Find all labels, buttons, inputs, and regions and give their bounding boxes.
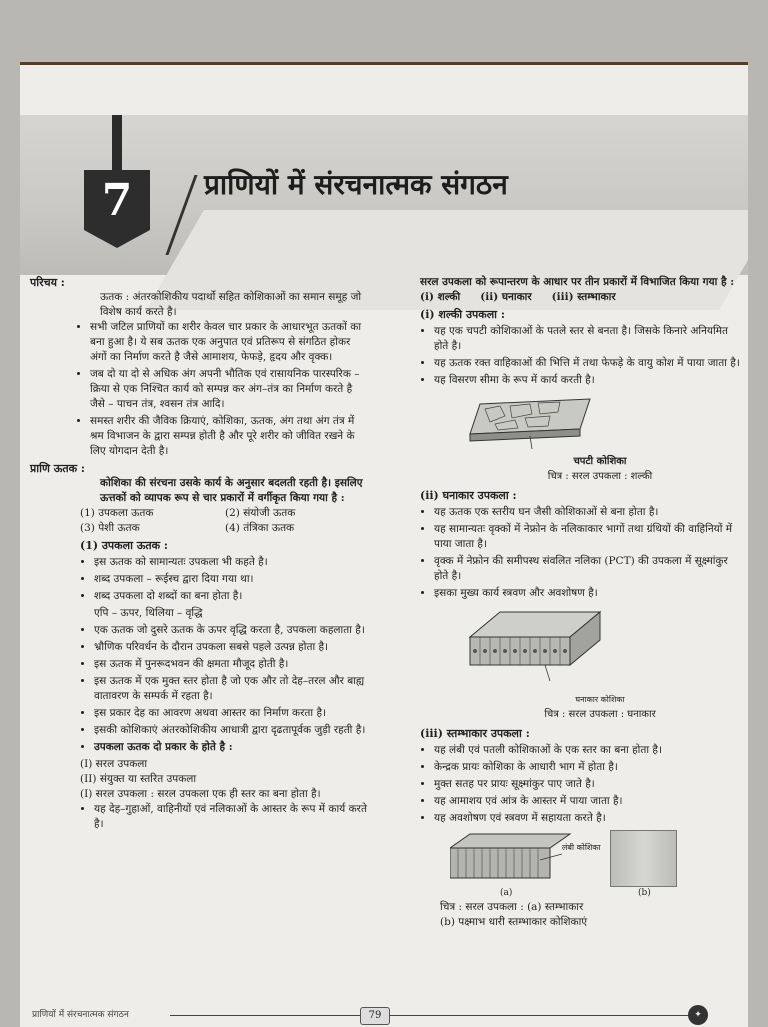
chapter-number: 7 [101,175,133,226]
figure-label: चपटी कोशिका [573,456,627,467]
figure-label: घनाकार कोशिका [575,695,625,704]
chapter-badge-tip [84,230,150,248]
cuboidal-figure [460,607,740,722]
list-item: • यह सामान्यतः वृक्कों में नेफ्रोन के नलिकाकार भागों तथा ग्रंथियों की वाहिनियों में पाया जाता है। [434,522,740,552]
epithelium-heading: (1) उपकला ऊतक : [80,539,168,552]
tissue-text: कोशिका की संरचना उसके कार्य के अनुसार बदलती रहती है। इसलिए ऊत्तकों को व्यापक रूप से चार प्रकारों में वर्गीकृत किया गया है : [100,477,363,504]
list-item: • भ्रौणिक परिवर्धन के दौरान उपकला सबसे पहले उत्पन्न होता है। [94,640,370,655]
columnar-heading: (iii) स्तम्भाकार उपकला : [420,727,530,740]
tissue-type: (1) उपकला ऊतक [80,507,154,519]
list-item: • इस प्रकार देह का आवरण अथवा आस्तर का निर्माण करता है। [94,706,370,721]
kind: (iii) स्तम्भाकार [551,291,616,303]
squamous-figure [460,394,740,484]
list-item: • सभी जटिल प्राणियों का शरीर केवल चार प्रकार के आधारभूत ऊतकों का बना हुआ है। ये सब ऊतक एक अनुपात एवं प्रतिरूप से संगठित होकर अंगों का निर्माण करते है जैसे आमाशय, फेफड़े, हृदय और वृक्क। [90,320,370,365]
list-item: • समस्त शरीर की जैविक क्रियाएं, कोशिका, ऊतक, अंग तथा अंग तंत्र में श्रम विभाजन के द्वारा सम्पन्न होती है और पूरे शरीर को जीवित रखने के लिए योगदान देती है। [90,414,370,459]
intro-heading: परिचय : [30,276,65,289]
list-item: • यह ऊतक रक्त वाहिकाओं की भित्ति में तथा फेफड़े के वायु कोश में पाया जाता है। [434,356,740,371]
squamous-heading: (i) शल्की उपकला : [420,308,505,321]
right-intro: सरल उपकला को रूपान्तरण के आधार पर तीन प्रकारों में विभाजित किया गया है : [420,276,735,288]
list-item: • इस ऊतक में एक मुक्त स्तर होता है जो एक और तो देह–तरल और बाह्य वातावरण के सम्पर्क में रहता है। [94,674,370,704]
list-item: • यह देह–गुहाओं, वाहिनीयों एवं नलिकाओं के आस्तर के रूप में कार्य करते है। [94,802,370,832]
simple-definition: (I) सरल उपकला : सरल उपकला एक ही स्तर का बना होता है। [80,788,321,800]
ciliated-photo [610,830,677,887]
list-item: • यह लंबी एवं पतली कोशिकाओं के एक स्तर का बना होता है। [434,743,740,758]
list-item: • इसका मुख्य कार्य स्त्रवण और अवशोषण है। [434,586,740,601]
kind: (ii) घनाकार [480,291,532,303]
tissue-types [30,506,370,536]
list-item: • एक ऊतक जो दुसरे ऊतक के ऊपर वृद्धि करता है, उपकला कहलाता है। [94,623,370,638]
columnar-figure [450,830,740,900]
list-item: • शब्द उपकला दो शब्दों का बना होता है। [94,589,370,604]
list-item: • केन्द्रक प्रायः कोशिका के आधारी भाग में होता है। [434,760,740,775]
subtype: (II) संयुक्त या स्तरित उपकला [80,773,197,785]
squamous-cell-illustration [460,394,600,449]
list-item: • यह ऊतक एक स्तरीय घन जैसी कोशिकाओं से बना होता है। [434,505,740,520]
list-item: • यह एक चपटी कोशिकाओं के पतले स्तर से बनता है। जिसके किनारे अनियमित होते है। [434,324,740,354]
list-item: • इसकी कोशिकाएं अंतरकोशिकीय आधात्री द्वारा दृढतापूर्वक जुड़ी रहती है। [94,723,370,738]
footer-line [170,1015,690,1016]
list-item: • जब दो या दो से अधिक अंग अपनी भौतिक एवं रासायनिक पारस्परिक – क्रिया से एक निश्चित कार्य को सम्पन्न कर अंग–तंत्र का निर्माण करते है जैसे – पाचन तंत्र, श्वसन तंत्र आदि। [90,367,370,412]
columnar-list [420,743,740,826]
tissue-heading: प्राणि ऊतक : [30,462,85,475]
right-column [420,275,740,930]
epithelium-list [30,555,370,755]
figure-label: लंबी कोशिका [562,843,601,852]
list-item: एपि – ऊपर, थिलिया – वृद्धि [94,607,203,619]
page-number: 79 [360,1007,390,1025]
kind: (i) शल्की [420,291,461,303]
intro-definition: ऊतक : अंतरकोशिकीय पदार्थो सहित कोशिकाओं का समान समूह जो विशेष कार्य करते है। [100,291,362,318]
badge-stem [112,115,122,177]
list-item: • इस ऊतक में पुनरूदभवन की क्षमता मौजूद होती है। [94,657,370,672]
columnar-cell-illustration [450,830,580,888]
list-item: • यह आमाशय एवं आंत्र के आस्तर में पाया जाता है। [434,794,740,809]
intro-list [30,320,370,459]
tissue-type: (3) पेशी ऊतक [80,522,140,534]
figure-caption: चित्र : सरल उपकला : (a) स्तम्भाकार [440,901,584,913]
cuboidal-cell-illustration [460,607,610,687]
figure-caption: (b) पक्ष्माभ धारी स्तम्भाकार कोशिकाएं [440,916,588,928]
list-item: • मुक्त सतह पर प्रायः सूक्ष्मांकुर पाए जाते है। [434,777,740,792]
figure-b-label: (b) [638,888,651,898]
figure-caption: चित्र : सरल उपकला : शल्की [547,471,653,482]
figure-caption: चित्र : सरल उपकला : घनाकार [544,709,656,720]
publisher-logo-icon: ✦ [688,1005,708,1025]
last-list [30,802,370,832]
subtype-list [30,757,370,802]
list-item: • यह विसरण सीमा के रूप में कार्य करती है। [434,373,740,388]
cuboidal-heading: (ii) घनाकार उपकला : [420,489,517,502]
tissue-type: (4) तंत्रिका ऊतक [225,522,295,534]
subtype: (I) सरल उपकला [80,758,148,770]
left-column [30,275,370,834]
chapter-title: प्राणियों में संरचनात्मक संगठन [204,168,508,201]
list-item: • यह अवशोषण एवं स्त्रवण में सहायता करते है। [434,811,740,826]
list-item: • वृक्क में नेफ्रोन की समीपस्थ संवलित नलिका (PCT) की उपकला में सूक्ष्मांकुर होते है। [434,554,740,584]
cuboidal-list [420,505,740,601]
list-item: • उपकला ऊतक दो प्रकार के होते है : [94,740,370,755]
figure-a-label: (a) [500,888,513,898]
footer-title: प्राणियों में संरचनात्मक संगठन [32,1010,129,1020]
tissue-type: (2) संयोजी ऊतक [225,507,296,519]
list-item: • शब्द उपकला – रूईस्च द्वारा दिया गया था। [94,572,370,587]
textbook-page [20,62,748,1027]
squamous-list [420,324,740,388]
list-item: • इस ऊतक को सामान्यतः उपकला भी कहते है। [94,555,370,570]
epithelium-kinds [420,290,740,305]
